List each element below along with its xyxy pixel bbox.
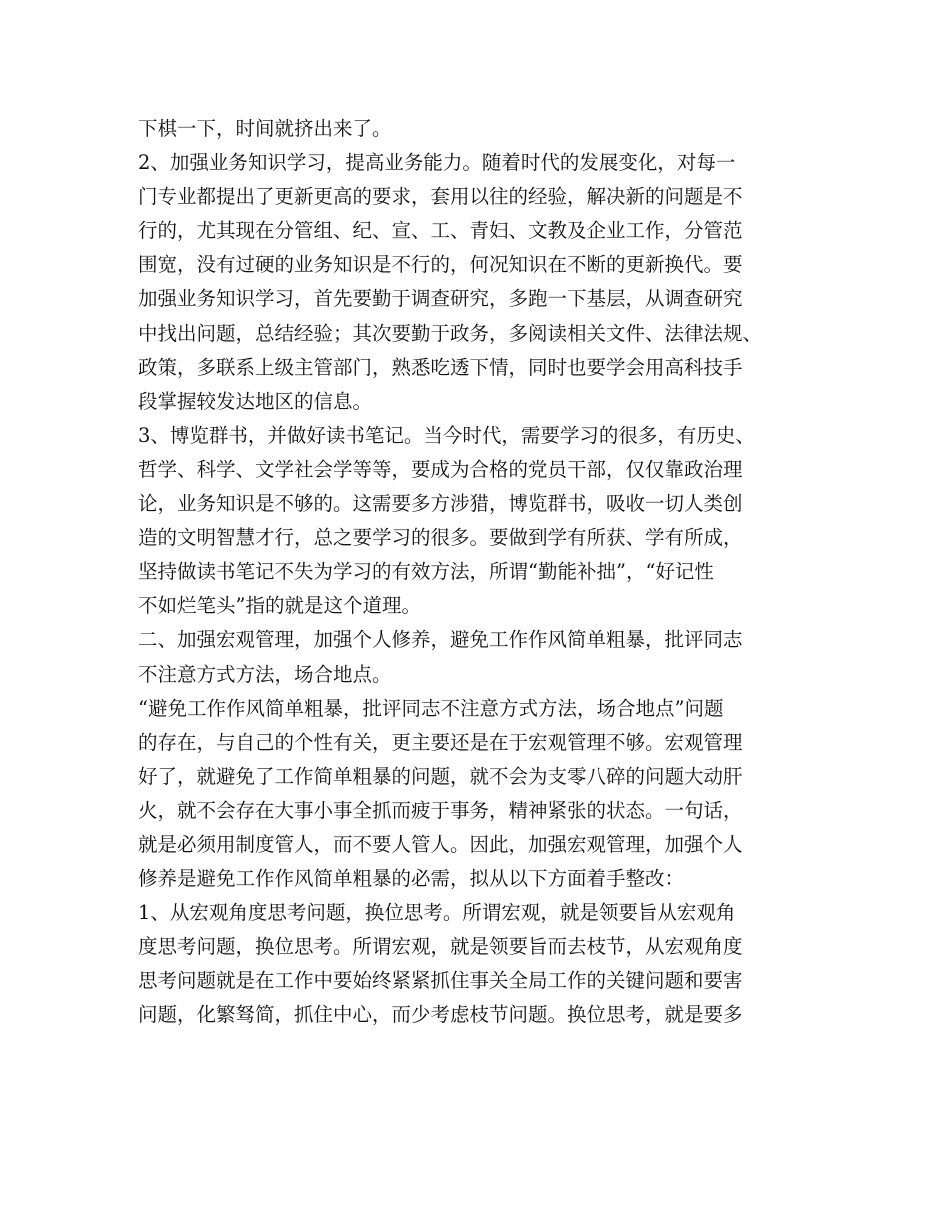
text-line: 行的，尤其现在分管组、纪、宣、工、青妇、文教及企业工作，分管范 xyxy=(138,219,743,243)
text-line: 好了，就避免了工作简单粗暴的问题，就不会为支零八碎的问题大动肝 xyxy=(138,764,743,788)
text-line: “避免工作作风简单粗暴，批评同志不注意方式方法，场合地点”问题 xyxy=(138,696,724,720)
text-line: 问题，化繁驽简，抓住中心，而少考虑枝节问题。换位思考，就是要多 xyxy=(138,1003,743,1027)
text-line: 不如烂笔头”指的就是这个道理。 xyxy=(138,594,421,618)
text-line: 加强业务知识学习，首先要勤于调查研究，多跑一下基层，从调查研究 xyxy=(138,287,743,311)
text-line: 哲学、科学、文学社会学等等，要成为合格的党员干部，仅仅靠政治理 xyxy=(138,457,743,481)
text-line: 段掌握较发达地区的信息。 xyxy=(138,389,373,413)
text-line: 的存在，与自己的个性有关，更主要还是在于宏观管理不够。宏观管理 xyxy=(138,730,743,754)
text-line: 火，就不会存在大事小事全抓而疲于事务，精神紧张的状态。一句话， xyxy=(138,798,743,822)
text-line: 政策，多联系上级主管部门，熟悉吃透下情，同时也要学会用高科技手 xyxy=(138,355,743,379)
text-line: 1、从宏观角度思考问题，换位思考。所谓宏观，就是领要旨从宏观角 xyxy=(138,901,736,925)
text-line: 就是必须用制度管人，而不要人管人。因此，加强宏观管理，加强个人 xyxy=(138,832,743,856)
text-line: 中找出问题，总结经验；其次要勤于政务，多阅读相关文件、法律法规、 xyxy=(138,321,763,345)
text-line: 度思考问题，换位思考。所谓宏观，就是领要旨而去枝节，从宏观角度 xyxy=(138,935,743,959)
text-line: 围宽，没有过硬的业务知识是不行的，何况知识在不断的更新换代。要 xyxy=(138,253,743,277)
text-line: 修养是避免工作作风简单粗暴的必需，拟从以下方面着手整改： xyxy=(138,867,685,891)
text-line: 坚持做读书笔记不失为学习的有效方法，所谓“勤能补拙”，“好记性 xyxy=(138,560,714,584)
text-line: 论，业务知识是不够的。这需要多方涉猎，博览群书，吸收一切人类创 xyxy=(138,492,743,516)
text-line: 下棋一下，时间就挤出来了。 xyxy=(138,117,392,140)
text-line: 门专业都提出了更新更高的要求，套用以往的经验，解决新的问题是不 xyxy=(138,185,743,209)
text-line: 思考问题就是在工作中要始终紧紧抓住事关全局工作的关键问题和要害 xyxy=(138,969,743,993)
document-body xyxy=(138,112,838,1033)
text-line: 2、加强业务知识学习，提高业务能力。随着时代的发展变化，对每一 xyxy=(138,151,736,175)
text-line: 造的文明智慧才行，总之要学习的很多。要做到学有所获、学有所成， xyxy=(138,526,743,550)
text-line: 3、博览群书，并做好读书笔记。当今时代，需要学习的很多，有历史、 xyxy=(138,423,755,447)
text-line: 不注意方式方法，场合地点。 xyxy=(138,662,392,686)
text-line: 二、加强宏观管理，加强个人修养，避免工作作风简单粗暴，批评同志 xyxy=(138,628,743,652)
